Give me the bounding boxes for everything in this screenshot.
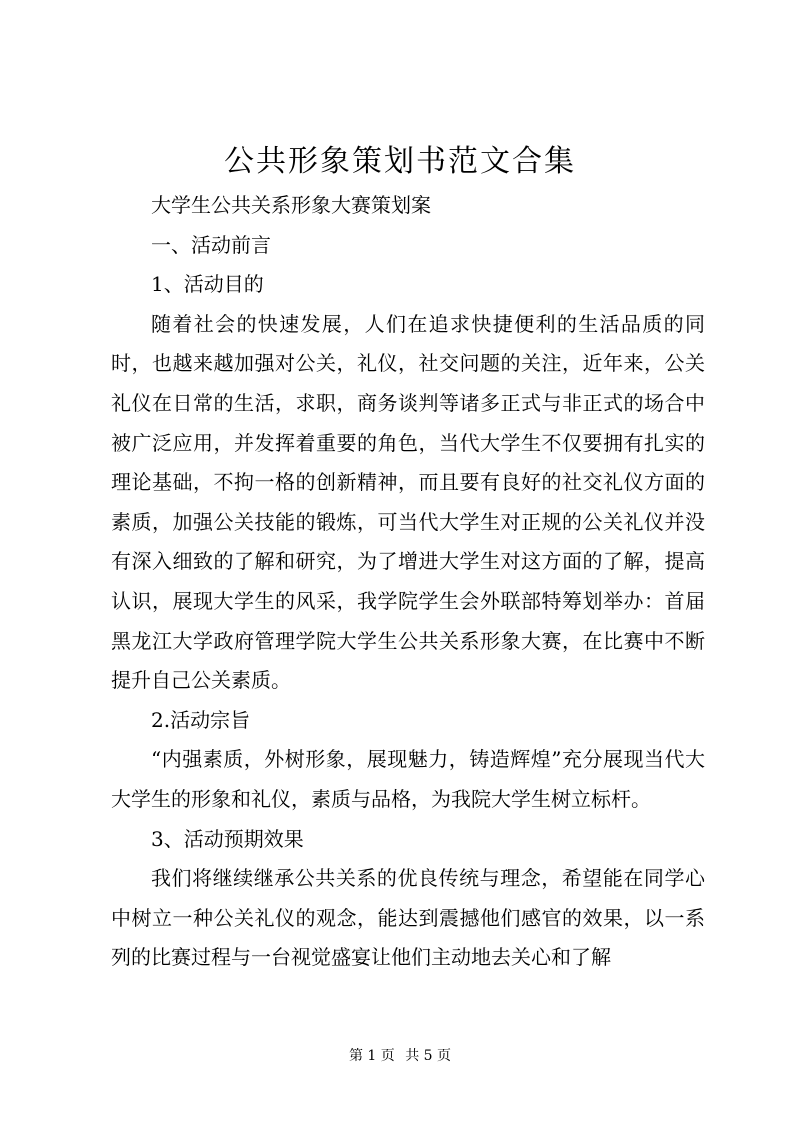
body-paragraph: “内强素质，外树形象，展现魅力，铸造辉煌”充分展现当代大大学生的形象和礼仪，素质与品格，为我院大学生树立标杆。 bbox=[111, 747, 705, 811]
total-pages: 共 5 页 bbox=[405, 1048, 452, 1064]
body-paragraph: 我们将继续继承公共关系的优良传统与理念，希望能在同学心中树立一种公关礼仪的观念，能达到震撼他们感官的效果，以一系列的比赛过程与一台视觉盛宴让他们主动地去关心和了解 bbox=[111, 866, 705, 970]
body-paragraph: 随着社会的快速发展，人们在追求快捷便利的生活品质的同时，也越来越加强对公关，礼仪，社交问题的关注，近年来，公关礼仪在日常的生活，求职，商务谈判等诸多正式与非正式的场合中被广泛应用，并发挥着重要的角色，当代大学生不仅要拥有扎实的理论基础，不拘一格的创新精神，而且要有良好的社交礼仪方面的素质，加强公关技能的锻炼，可当代大学生对正规的公关礼仪并没有深入细致的了解和研究，为了增进大学生对这方面的了解，提高认识，展现大学生的风采，我学院学生会外联部特筹划举办：首届黑龙江大学政府管理学院大学生公共关系形象大赛，在比赛中不断提升自己公关素质。 bbox=[111, 311, 705, 693]
document-title: 公共形象策划书范文合集 bbox=[224, 144, 576, 179]
section-heading: 一、活动前言 bbox=[151, 232, 271, 257]
document-body bbox=[111, 186, 705, 978]
section-heading: 3、活动预期效果 bbox=[151, 826, 304, 851]
page-footer bbox=[0, 1046, 800, 1066]
section-heading: 2.活动宗旨 bbox=[151, 707, 251, 732]
section-heading: 1、活动目的 bbox=[151, 272, 264, 297]
page-number: 第 1 页 bbox=[348, 1048, 395, 1064]
section-heading: 大学生公共关系形象大赛策划案 bbox=[151, 193, 431, 217]
